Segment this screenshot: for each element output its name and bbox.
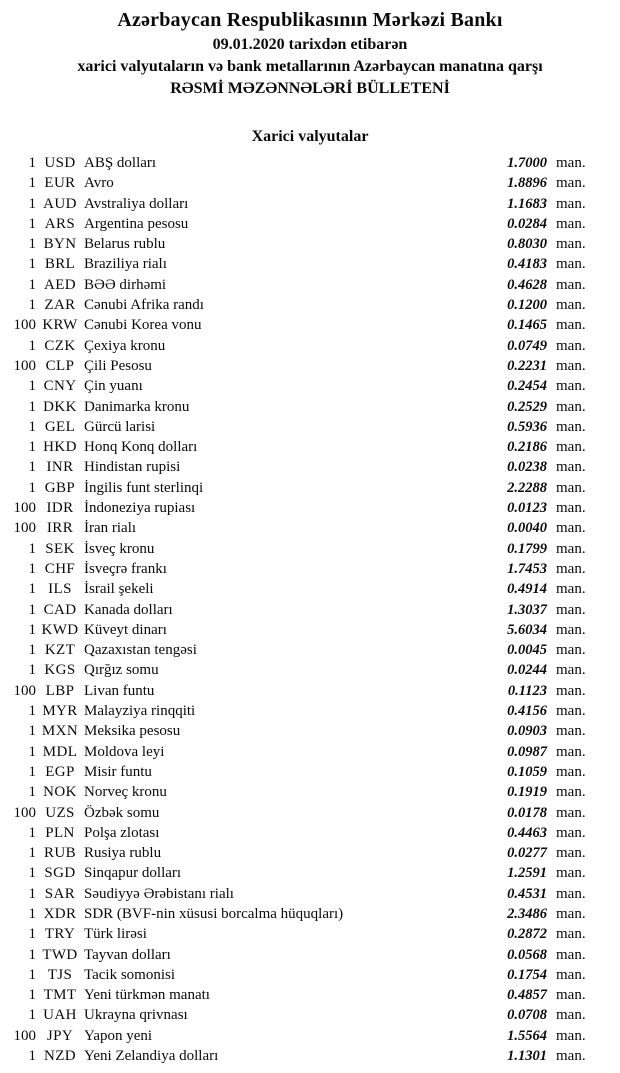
quantity-value: 1 <box>28 459 36 476</box>
currency-code: GEL <box>44 418 76 435</box>
unit-label: man. <box>556 926 586 943</box>
rate-row <box>0 803 620 823</box>
currency-code: TRY <box>44 926 76 943</box>
currency-name: Səudiyyə Ərəbistanı rialı <box>84 885 234 902</box>
currency-code: CNY <box>43 378 77 395</box>
bank-name-title: Azərbaycan Respublikasının Mərkəzi Bankı <box>117 9 503 31</box>
currency-code: KZT <box>44 642 76 659</box>
currency-name: Qazaxıstan tengəsi <box>84 642 197 659</box>
unit-label: man. <box>556 682 586 699</box>
quantity-value: 1 <box>28 946 36 963</box>
currency-name: Livan funtu <box>84 682 155 699</box>
unit-label: man. <box>556 1048 586 1065</box>
rate-row <box>0 1005 620 1025</box>
currency-name: Özbək somu <box>84 804 160 821</box>
rate-value: 0.0903 <box>507 723 547 740</box>
currency-name: Belarus rublu <box>84 236 166 253</box>
currency-code: JPY <box>46 1027 74 1044</box>
rate-value: 0.1465 <box>507 317 547 334</box>
unit-label: man. <box>556 500 586 517</box>
rate-row <box>0 701 620 721</box>
quantity-value: 100 <box>13 1027 36 1044</box>
rate-value: 1.7453 <box>507 560 547 577</box>
rate-row <box>0 965 620 985</box>
quantity-value: 1 <box>28 885 36 902</box>
currency-code: MDL <box>42 743 78 760</box>
quantity-value: 1 <box>28 378 36 395</box>
rate-row <box>0 884 620 904</box>
rate-row <box>0 559 620 579</box>
quantity-value: 1 <box>28 439 36 456</box>
rate-value: 0.0238 <box>507 459 547 476</box>
currency-code: KGS <box>44 662 76 679</box>
quantity-value: 1 <box>28 926 36 943</box>
quantity-value: 1 <box>28 195 36 212</box>
rate-value: 0.2231 <box>507 357 547 374</box>
unit-label: man. <box>556 256 586 273</box>
rate-row <box>0 660 620 680</box>
quantity-value: 100 <box>13 357 36 374</box>
unit-label: man. <box>556 966 586 983</box>
rate-row <box>0 1026 620 1046</box>
currency-code: GBP <box>44 479 76 496</box>
currency-name: Argentina pesosu <box>84 215 189 232</box>
subtitle-line: xarici valyutaların və bank metallarının Azərbaycan manatına qarşı <box>77 58 543 75</box>
rate-value: 2.3486 <box>507 905 547 922</box>
currency-name: İndoneziya rupiası <box>84 500 196 517</box>
currency-code: BRL <box>44 256 76 273</box>
quantity-value: 100 <box>13 804 36 821</box>
rate-value: 0.2454 <box>507 378 547 395</box>
rate-row <box>0 579 620 599</box>
unit-label: man. <box>556 1007 586 1024</box>
currency-code: ZAR <box>44 297 76 314</box>
rate-value: 0.1754 <box>507 966 547 983</box>
rate-row <box>0 376 620 396</box>
quantity-value: 100 <box>13 317 36 334</box>
currency-name: İngilis funt sterlinqi <box>84 479 204 496</box>
unit-label: man. <box>556 723 586 740</box>
rate-value: 0.4531 <box>507 885 547 902</box>
rate-value: 0.0178 <box>507 804 547 821</box>
rate-row <box>0 863 620 883</box>
rate-value: 0.0244 <box>507 662 547 679</box>
currency-name: Braziliya rialı <box>84 256 167 273</box>
rate-row <box>0 518 620 538</box>
unit-label: man. <box>556 885 586 902</box>
currency-name: Misir funtu <box>84 763 152 780</box>
rate-value: 2.2288 <box>507 479 547 496</box>
unit-label: man. <box>556 540 586 557</box>
quantity-value: 100 <box>13 520 36 537</box>
currency-name: Çili Pesosu <box>84 357 152 374</box>
currency-name: Ukrayna qrivnası <box>84 1007 188 1024</box>
currency-name: İsveç kronu <box>84 540 155 557</box>
currency-code: HKD <box>43 439 77 456</box>
rate-value: 0.2872 <box>507 926 547 943</box>
rate-row <box>0 782 620 802</box>
unit-label: man. <box>556 236 586 253</box>
currency-code: ARS <box>44 215 76 232</box>
rate-row <box>0 924 620 944</box>
unit-label: man. <box>556 357 586 374</box>
currency-name: Meksika pesosu <box>84 723 181 740</box>
currency-code: INR <box>46 459 74 476</box>
rate-value: 0.1123 <box>507 682 547 699</box>
unit-label: man. <box>556 459 586 476</box>
rate-value: 0.2186 <box>507 439 547 456</box>
quantity-value: 1 <box>28 560 36 577</box>
currency-code: UZS <box>45 804 75 821</box>
rate-value: 0.8030 <box>507 236 547 253</box>
currency-code: IDR <box>46 500 74 517</box>
currency-name: İran rialı <box>84 520 137 537</box>
unit-label: man. <box>556 581 586 598</box>
currency-name: Çin yuanı <box>84 378 143 395</box>
rate-row <box>0 356 620 376</box>
unit-label: man. <box>556 317 586 334</box>
effective-date-line: 09.01.2020 tarixdən etibarən <box>212 36 408 53</box>
rate-value: 0.0568 <box>507 946 547 963</box>
rate-row <box>0 153 620 173</box>
currency-name: Tacik somonisi <box>84 966 176 983</box>
unit-label: man. <box>556 398 586 415</box>
currency-name: Moldova leyi <box>84 743 165 760</box>
currency-code: TMT <box>43 987 77 1004</box>
unit-label: man. <box>556 337 586 354</box>
rate-row <box>0 945 620 965</box>
rate-row <box>0 214 620 234</box>
rate-value: 0.1059 <box>507 763 547 780</box>
currency-code: NOK <box>43 784 77 801</box>
quantity-value: 1 <box>28 1048 36 1065</box>
rate-row <box>0 437 620 457</box>
unit-label: man. <box>556 987 586 1004</box>
currency-code: EGP <box>45 763 75 780</box>
currency-name: Küveyt dinarı <box>84 621 167 638</box>
quantity-value: 1 <box>28 540 36 557</box>
currency-name: Yapon yeni <box>84 1027 153 1044</box>
unit-label: man. <box>556 865 586 882</box>
rate-row <box>0 336 620 356</box>
currency-code: EUR <box>44 175 76 192</box>
unit-label: man. <box>556 520 586 537</box>
unit-label: man. <box>556 703 586 720</box>
unit-label: man. <box>556 601 586 618</box>
unit-label: man. <box>556 946 586 963</box>
currency-code: AUD <box>43 195 77 212</box>
unit-label: man. <box>556 479 586 496</box>
rate-row <box>0 600 620 620</box>
rate-row <box>0 681 620 701</box>
unit-label: man. <box>556 155 586 171</box>
currency-code: TWD <box>42 946 78 963</box>
rate-value: 1.7000 <box>507 155 547 171</box>
rate-value: 0.0277 <box>507 845 547 862</box>
rate-row <box>0 1046 620 1066</box>
currency-code: CAD <box>43 601 77 618</box>
rate-row <box>0 295 620 315</box>
quantity-value: 1 <box>28 865 36 882</box>
unit-label: man. <box>556 378 586 395</box>
quantity-value: 1 <box>28 155 36 171</box>
rate-row <box>0 417 620 437</box>
unit-label: man. <box>556 905 586 922</box>
bulletin-header <box>0 0 620 100</box>
quantity-value: 1 <box>28 621 36 638</box>
unit-label: man. <box>556 418 586 435</box>
quantity-value: 1 <box>28 276 36 293</box>
quantity-value: 1 <box>28 337 36 354</box>
rate-row <box>0 234 620 254</box>
currency-code: DKK <box>43 398 77 415</box>
unit-label: man. <box>556 276 586 293</box>
quantity-value: 1 <box>28 763 36 780</box>
rate-value: 0.4857 <box>507 987 547 1004</box>
currency-code: MYR <box>42 703 78 720</box>
rate-value: 0.2529 <box>507 398 547 415</box>
currency-name: Avro <box>84 175 114 192</box>
unit-label: man. <box>556 642 586 659</box>
rate-value: 0.4914 <box>507 581 547 598</box>
rate-row <box>0 640 620 660</box>
unit-label: man. <box>556 175 586 192</box>
currency-name: Türk lirəsi <box>84 926 147 943</box>
rate-row <box>0 762 620 782</box>
currency-code: CZK <box>44 337 76 354</box>
currency-code: XDR <box>43 905 77 922</box>
currency-name: Malayziya rinqqiti <box>84 703 196 720</box>
rate-value: 0.1200 <box>507 297 547 314</box>
rate-row <box>0 721 620 741</box>
unit-label: man. <box>556 662 586 679</box>
rate-value: 1.2591 <box>507 865 547 882</box>
currency-code: USD <box>44 155 76 171</box>
rate-row <box>0 843 620 863</box>
quantity-value: 1 <box>28 418 36 435</box>
currency-name: Sinqapur dolları <box>84 865 182 882</box>
section-title-foreign-currencies: Xarici valyutalar <box>251 128 369 145</box>
quantity-value: 1 <box>28 1007 36 1024</box>
currency-name: ABŞ dolları <box>84 155 157 171</box>
rate-value: 0.0045 <box>507 642 547 659</box>
currency-code: SEK <box>45 540 75 557</box>
quantity-value: 1 <box>28 601 36 618</box>
unit-label: man. <box>556 621 586 638</box>
currency-code: MXN <box>41 723 79 740</box>
quantity-value: 1 <box>28 297 36 314</box>
rate-value: 0.1799 <box>507 540 547 557</box>
currency-name: Honq Konq dolları <box>84 439 198 456</box>
currency-name: Tayvan dolları <box>84 946 171 963</box>
rate-row <box>0 620 620 640</box>
currency-code: BYN <box>43 236 77 253</box>
currency-code: CHF <box>44 560 76 577</box>
rate-value: 0.4183 <box>507 256 547 273</box>
rate-row <box>0 275 620 295</box>
quantity-value: 1 <box>28 662 36 679</box>
rate-row <box>0 742 620 762</box>
rate-value: 1.1683 <box>507 195 547 212</box>
rate-row <box>0 823 620 843</box>
currency-name: Polşa zlotası <box>84 824 160 841</box>
unit-label: man. <box>556 195 586 212</box>
unit-label: man. <box>556 439 586 456</box>
currency-name: Yeni türkmən manatı <box>84 987 210 1004</box>
currency-code: CLP <box>45 357 75 374</box>
unit-label: man. <box>556 784 586 801</box>
currency-name: Avstraliya dolları <box>84 195 189 212</box>
quantity-value: 1 <box>28 743 36 760</box>
currency-name: İsveçrə frankı <box>84 560 167 577</box>
quantity-value: 1 <box>28 581 36 598</box>
rate-row <box>0 397 620 417</box>
currency-name: Kanada dolları <box>84 601 173 618</box>
unit-label: man. <box>556 215 586 232</box>
currency-name: Hindistan rupisi <box>84 459 181 476</box>
rate-value: 0.4156 <box>507 703 547 720</box>
quantity-value: 1 <box>28 215 36 232</box>
rate-value: 0.0284 <box>507 215 547 232</box>
currency-code: KWD <box>41 621 79 638</box>
quantity-value: 1 <box>28 824 36 841</box>
rate-value: 0.0987 <box>507 743 547 760</box>
currency-name: Çexiya kronu <box>84 337 166 354</box>
currency-name: Gürcü larisi <box>84 418 156 435</box>
rate-value: 1.8896 <box>507 175 547 192</box>
currency-code: IRR <box>46 520 74 537</box>
rate-value: 0.4628 <box>507 276 547 293</box>
rate-row <box>0 254 620 274</box>
unit-label: man. <box>556 560 586 577</box>
rate-value: 0.5936 <box>507 418 547 435</box>
quantity-value: 1 <box>28 703 36 720</box>
quantity-value: 1 <box>28 479 36 496</box>
rate-row <box>0 457 620 477</box>
rate-value: 0.0749 <box>507 337 547 354</box>
currency-code: UAH <box>43 1007 77 1024</box>
currency-code: SAR <box>44 885 76 902</box>
unit-label: man. <box>556 1027 586 1044</box>
unit-label: man. <box>556 845 586 862</box>
rate-value: 1.5564 <box>507 1027 547 1044</box>
unit-label: man. <box>556 763 586 780</box>
rate-row <box>0 985 620 1005</box>
quantity-value: 1 <box>28 642 36 659</box>
quantity-value: 1 <box>28 966 36 983</box>
currency-name: Norveç kronu <box>84 784 167 801</box>
rate-value: 0.4463 <box>507 824 547 841</box>
rate-value: 5.6034 <box>507 621 547 638</box>
currency-code: KRW <box>42 317 78 334</box>
currency-code: NZD <box>43 1048 77 1065</box>
currency-name: Danimarka kronu <box>84 398 190 415</box>
quantity-value: 1 <box>28 175 36 192</box>
unit-label: man. <box>556 743 586 760</box>
rate-value: 0.0708 <box>507 1007 547 1024</box>
currency-code: AED <box>43 276 77 293</box>
unit-label: man. <box>556 297 586 314</box>
quantity-value: 1 <box>28 784 36 801</box>
rate-row <box>0 173 620 193</box>
bulletin-title: RƏSMİ MƏZƏNNƏLƏRİ BÜLLETENİ <box>170 80 450 97</box>
currency-code: SGD <box>44 865 76 882</box>
rate-row <box>0 315 620 335</box>
currency-name: Rusiya rublu <box>84 845 162 862</box>
currency-code: TJS <box>47 966 73 983</box>
rate-row <box>0 539 620 559</box>
quantity-value: 100 <box>13 682 36 699</box>
rate-row <box>0 194 620 214</box>
currency-code: ILS <box>48 581 72 598</box>
currency-name: Yeni Zelandiya dolları <box>84 1048 219 1065</box>
rate-row <box>0 478 620 498</box>
rate-value: 0.0123 <box>507 500 547 517</box>
currency-code: LBP <box>45 682 75 699</box>
rate-row <box>0 498 620 518</box>
currency-name: Cənubi Korea vonu <box>84 317 202 334</box>
quantity-value: 100 <box>13 500 36 517</box>
currency-code: RUB <box>43 845 77 862</box>
currency-code: PLN <box>45 824 75 841</box>
rate-value: 1.3037 <box>507 601 547 618</box>
rate-value: 1.1301 <box>507 1048 547 1065</box>
unit-label: man. <box>556 804 586 821</box>
quantity-value: 1 <box>28 256 36 273</box>
rate-value: 0.0040 <box>507 520 547 537</box>
unit-label: man. <box>556 824 586 841</box>
quantity-value: 1 <box>28 723 36 740</box>
quantity-value: 1 <box>28 845 36 862</box>
exchange-rates-table <box>0 153 620 1066</box>
rate-value: 0.1919 <box>507 784 547 801</box>
currency-name: SDR (BVF-nin xüsusi borcalma hüquqları) <box>84 905 344 922</box>
currency-name: Cənubi Afrika randı <box>84 297 204 314</box>
currency-name: BƏƏ dirhəmi <box>84 276 167 293</box>
currency-name: Qırğız somu <box>84 662 159 679</box>
quantity-value: 1 <box>28 987 36 1004</box>
quantity-value: 1 <box>28 236 36 253</box>
quantity-value: 1 <box>28 905 36 922</box>
quantity-value: 1 <box>28 398 36 415</box>
rate-row <box>0 904 620 924</box>
currency-name: İsrail şekeli <box>84 581 154 598</box>
